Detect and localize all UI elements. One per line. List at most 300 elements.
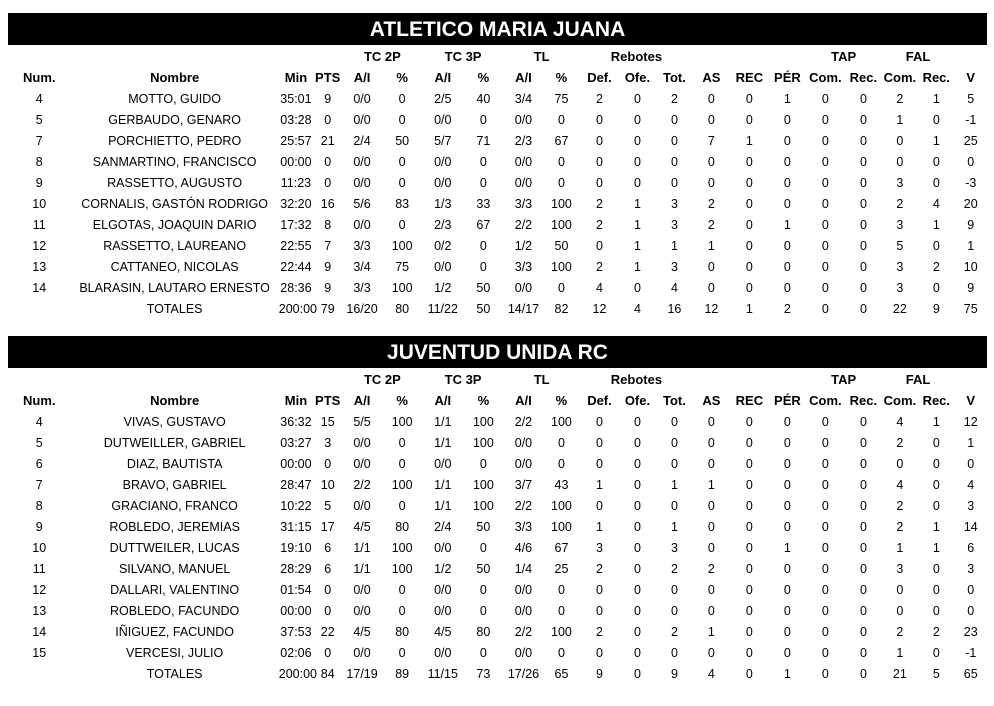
cell-tc2p-pct: 0	[398, 217, 406, 232]
cell-min: 02:06	[280, 645, 312, 660]
cell-rec: 1	[745, 133, 753, 148]
cell-tap-rec: 0	[859, 645, 867, 660]
cell-fal-rec: 0	[932, 603, 940, 618]
cell-fal-com: 2	[896, 624, 904, 639]
cell-valoracion: 12	[963, 414, 978, 429]
total-per: 1	[783, 666, 791, 681]
cell-pts: 21	[320, 133, 335, 148]
cell-rec: 0	[745, 238, 753, 253]
cell-tap-rec: 0	[859, 154, 867, 169]
cell-nombre: VERCESI, JULIO	[126, 645, 224, 660]
cell-tc3p-pct: 0	[479, 259, 487, 274]
cell-num: 5	[35, 435, 43, 450]
cell-per: 0	[783, 175, 791, 190]
group-header-rebotes: Rebotes	[610, 48, 663, 64]
cell-tl-ai: 0/0	[514, 582, 533, 597]
cell-per: 0	[783, 519, 791, 534]
cell-reb-def: 0	[595, 112, 603, 127]
cell-tap-rec: 0	[859, 435, 867, 450]
cell-reb-ofe: 0	[633, 645, 641, 660]
cell-fal-com: 0	[896, 603, 904, 618]
cell-reb-ofe: 0	[633, 624, 641, 639]
cell-fal-com: 0	[896, 133, 904, 148]
total-rec: 0	[745, 666, 753, 681]
cell-reb-tot: 0	[670, 175, 678, 190]
cell-tc3p-pct: 0	[479, 540, 487, 555]
cell-fal-rec: 0	[932, 154, 940, 169]
cell-tc2p-pct: 0	[398, 112, 406, 127]
cell-tc2p-ai: 0/0	[353, 91, 371, 106]
total-tc2p-ai: 16/20	[346, 301, 378, 316]
cell-pts: 16	[320, 196, 335, 211]
column-header-per: PÉR	[774, 70, 801, 85]
cell-tc2p-ai: 0/0	[353, 582, 371, 597]
cell-tc2p-pct: 100	[391, 477, 413, 492]
totals-row	[8, 663, 987, 684]
cell-tc3p-pct: 71	[476, 133, 491, 148]
cell-tc3p-ai: 1/1	[434, 477, 452, 492]
cell-tc3p-ai: 0/0	[434, 112, 452, 127]
cell-rec: 0	[745, 196, 753, 211]
cell-tl-ai: 3/7	[514, 477, 533, 492]
cell-tc2p-pct: 0	[398, 498, 406, 513]
column-header-num: Num.	[22, 70, 56, 85]
player-row	[8, 130, 987, 151]
total-reb-tot: 16	[667, 301, 682, 316]
group-header-row	[8, 45, 987, 67]
cell-fal-rec: 0	[932, 238, 940, 253]
cell-num: 4	[35, 414, 43, 429]
cell-tc2p-pct: 0	[398, 175, 406, 190]
cell-as: 0	[707, 259, 715, 274]
column-header-row	[8, 390, 987, 411]
group-header-tap: TAP	[831, 48, 857, 64]
cell-nombre: MOTTO, GUIDO	[128, 91, 222, 106]
group-header-spacer	[8, 368, 342, 390]
cell-per: 1	[783, 217, 791, 232]
cell-tap-rec: 0	[859, 477, 867, 492]
cell-reb-tot: 0	[670, 645, 678, 660]
cell-valoracion: 3	[967, 498, 975, 513]
cell-per: 0	[783, 498, 791, 513]
total-tc3p-ai: 11/22	[427, 301, 458, 316]
cell-rec: 0	[745, 217, 753, 232]
total-reb-tot: 9	[670, 666, 678, 681]
cell-num: 10	[32, 196, 47, 211]
cell-min: 00:00	[280, 154, 312, 169]
total-tl-pct: 65	[554, 666, 569, 681]
total-pts: 79	[320, 301, 335, 316]
cell-tc3p-ai: 0/0	[434, 603, 452, 618]
player-row	[8, 432, 987, 453]
cell-rec: 0	[745, 624, 753, 639]
column-header-nombre: Nombre	[150, 393, 200, 408]
cell-valoracion: 1	[967, 435, 975, 450]
cell-fal-rec: 2	[932, 624, 940, 639]
group-header-rebotes: Rebotes	[610, 371, 663, 387]
cell-tl-pct: 0	[557, 582, 565, 597]
column-header-min: Min	[284, 70, 308, 85]
cell-per: 0	[783, 259, 791, 274]
cell-num: 10	[32, 540, 47, 555]
column-header-pts: PTS	[315, 393, 341, 408]
cell-valoracion: 14	[963, 519, 978, 534]
cell-num: 7	[35, 477, 43, 492]
cell-as: 0	[707, 414, 715, 429]
cell-tl-ai: 3/3	[514, 196, 533, 211]
cell-nombre: DALLARI, VALENTINO	[110, 582, 240, 597]
cell-tl-pct: 100	[551, 196, 572, 211]
column-header-tl-pct: %	[555, 393, 568, 408]
cell-as: 0	[707, 280, 715, 295]
cell-reb-def: 0	[595, 645, 603, 660]
column-header-fal-com: Com.	[883, 393, 917, 408]
cell-reb-ofe: 0	[633, 456, 641, 471]
cell-reb-ofe: 1	[633, 238, 641, 253]
cell-tl-pct: 75	[554, 91, 569, 106]
cell-tc2p-pct: 0	[398, 456, 406, 471]
cell-tl-pct: 0	[557, 175, 565, 190]
stats-table	[8, 45, 987, 319]
player-row	[8, 516, 987, 537]
cell-nombre: SILVANO, MANUEL	[118, 561, 231, 576]
cell-tc3p-pct: 0	[479, 112, 487, 127]
cell-tc3p-ai: 2/5	[434, 91, 452, 106]
cell-tap-rec: 0	[859, 456, 867, 471]
cell-as: 2	[707, 561, 715, 576]
cell-tl-pct: 0	[557, 645, 565, 660]
cell-tl-ai: 2/2	[514, 498, 533, 513]
cell-fal-com: 0	[896, 154, 904, 169]
cell-as: 0	[707, 456, 715, 471]
cell-valoracion: 1	[967, 238, 975, 253]
cell-tap-rec: 0	[859, 582, 867, 597]
cell-rec: 0	[745, 519, 753, 534]
player-row	[8, 235, 987, 256]
cell-reb-def: 0	[595, 238, 603, 253]
cell-as: 0	[707, 582, 715, 597]
cell-fal-com: 1	[896, 540, 904, 555]
totals-row	[8, 298, 987, 319]
cell-valoracion: 3	[967, 561, 975, 576]
column-header-tl-ai: A/I	[515, 70, 532, 85]
cell-tc3p-ai: 2/3	[434, 217, 452, 232]
player-row	[8, 193, 987, 214]
cell-per: 0	[783, 477, 791, 492]
cell-fal-com: 5	[896, 238, 904, 253]
total-fal-rec: 9	[932, 301, 940, 316]
cell-nombre: BLARASIN, LAUTARO ERNESTO	[79, 280, 270, 295]
cell-tl-ai: 4/6	[514, 540, 533, 555]
cell-tl-pct: 0	[557, 112, 565, 127]
cell-tap-com: 0	[821, 238, 829, 253]
cell-valoracion: 0	[967, 603, 975, 618]
cell-tap-rec: 0	[859, 175, 867, 190]
cell-per: 0	[783, 238, 791, 253]
total-as: 12	[704, 301, 719, 316]
cell-fal-rec: 0	[932, 175, 940, 190]
cell-fal-com: 3	[896, 259, 904, 274]
cell-tc2p-ai: 1/1	[353, 561, 371, 576]
cell-tc3p-pct: 100	[472, 477, 494, 492]
cell-pts: 6	[324, 540, 332, 555]
total-tc2p-ai: 17/19	[346, 666, 378, 681]
cell-rec: 0	[745, 645, 753, 660]
cell-pts: 9	[324, 259, 332, 274]
group-header-tl: TL	[533, 371, 550, 387]
cell-rec: 0	[745, 259, 753, 274]
column-header-fal-rec: Rec.	[922, 393, 951, 408]
cell-valoracion: -3	[965, 175, 977, 190]
cell-pts: 22	[320, 624, 335, 639]
cell-tl-ai: 0/0	[514, 175, 533, 190]
totals-label: TOTALES	[146, 301, 203, 316]
cell-nombre: DUTTWEILER, LUCAS	[109, 540, 240, 555]
box-score-page	[0, 13, 994, 684]
cell-tap-com: 0	[821, 280, 829, 295]
column-header-reb-tot: Tot.	[663, 70, 686, 85]
cell-reb-def: 2	[595, 624, 603, 639]
cell-tl-pct: 0	[557, 603, 565, 618]
cell-tl-pct: 50	[554, 238, 569, 253]
cell-per: 0	[783, 280, 791, 295]
cell-tc3p-ai: 0/0	[434, 456, 452, 471]
cell-tap-rec: 0	[859, 196, 867, 211]
cell-reb-tot: 1	[670, 519, 678, 534]
cell-tc3p-ai: 0/0	[434, 154, 452, 169]
total-reb-ofe: 4	[633, 301, 641, 316]
cell-reb-ofe: 0	[633, 582, 641, 597]
player-row	[8, 600, 987, 621]
cell-tc2p-pct: 100	[391, 540, 413, 555]
cell-tl-ai: 0/0	[514, 645, 533, 660]
total-pts: 84	[320, 666, 335, 681]
column-header-tc2p-ai: A/I	[353, 393, 371, 408]
player-row	[8, 537, 987, 558]
cell-reb-def: 0	[595, 456, 603, 471]
cell-reb-def: 1	[595, 519, 603, 534]
group-header-tc3p: TC 3P	[444, 371, 482, 387]
cell-valoracion: 6	[967, 540, 975, 555]
cell-tc3p-ai: 1/2	[434, 561, 452, 576]
cell-tap-com: 0	[821, 582, 829, 597]
cell-rec: 0	[745, 498, 753, 513]
cell-tc3p-ai: 0/0	[434, 259, 452, 274]
cell-pts: 0	[324, 154, 332, 169]
cell-tl-pct: 100	[551, 259, 572, 274]
cell-reb-ofe: 0	[633, 519, 641, 534]
column-header-tap-com: Com.	[809, 70, 842, 85]
cell-reb-def: 2	[595, 217, 603, 232]
cell-tc3p-pct: 50	[476, 519, 491, 534]
cell-tc2p-ai: 0/0	[353, 456, 371, 471]
cell-per: 0	[783, 603, 791, 618]
cell-as: 0	[707, 498, 715, 513]
cell-tc2p-ai: 0/0	[353, 217, 371, 232]
cell-as: 2	[707, 196, 715, 211]
cell-min: 10:22	[280, 498, 312, 513]
cell-num: 8	[35, 498, 43, 513]
cell-as: 0	[707, 175, 715, 190]
cell-tc2p-ai: 3/4	[353, 259, 371, 274]
cell-valoracion: 23	[963, 624, 978, 639]
cell-reb-tot: 0	[670, 414, 678, 429]
cell-pts: 10	[320, 477, 335, 492]
cell-tap-com: 0	[821, 624, 829, 639]
cell-tc2p-ai: 3/3	[353, 280, 371, 295]
cell-tap-rec: 0	[859, 133, 867, 148]
cell-fal-com: 3	[896, 217, 904, 232]
cell-tap-rec: 0	[859, 624, 867, 639]
cell-per: 1	[783, 91, 791, 106]
cell-tl-pct: 43	[554, 477, 569, 492]
cell-tc2p-pct: 100	[391, 280, 413, 295]
cell-per: 0	[783, 456, 791, 471]
cell-nombre: IÑIGUEZ, FACUNDO	[115, 624, 234, 639]
cell-tap-rec: 0	[859, 91, 867, 106]
cell-pts: 8	[324, 217, 332, 232]
column-header-pts: PTS	[315, 70, 341, 85]
cell-min: 22:44	[280, 259, 312, 274]
column-header-valoracion: V	[966, 393, 976, 408]
cell-tl-pct: 25	[554, 561, 569, 576]
total-tap-com: 0	[821, 301, 829, 316]
column-header-nombre: Nombre	[150, 70, 200, 85]
cell-tc3p-pct: 100	[472, 498, 494, 513]
cell-tc3p-ai: 5/7	[434, 133, 452, 148]
cell-nombre: DUTWEILLER, GABRIEL	[103, 435, 246, 450]
cell-tl-pct: 100	[551, 498, 572, 513]
cell-tl-pct: 100	[551, 519, 572, 534]
cell-tc2p-pct: 0	[398, 435, 406, 450]
cell-tl-ai: 3/4	[514, 91, 533, 106]
total-reb-def: 9	[595, 666, 603, 681]
cell-fal-com: 2	[896, 498, 904, 513]
cell-pts: 17	[320, 519, 335, 534]
cell-valoracion: -1	[965, 112, 977, 127]
total-tl-pct: 82	[554, 301, 569, 316]
total-tc3p-pct: 73	[476, 666, 491, 681]
cell-reb-ofe: 0	[633, 133, 641, 148]
column-header-min: Min	[284, 393, 308, 408]
cell-tl-ai: 0/0	[514, 456, 533, 471]
cell-tc3p-pct: 0	[479, 603, 487, 618]
cell-fal-com: 0	[896, 456, 904, 471]
cell-tap-com: 0	[821, 603, 829, 618]
column-header-reb-ofe: Ofe.	[624, 393, 651, 408]
group-header-tap: TAP	[831, 371, 857, 387]
cell-num: 6	[35, 456, 43, 471]
cell-as: 1	[707, 624, 715, 639]
column-header-tc2p-pct: %	[396, 70, 408, 85]
player-row	[8, 642, 987, 663]
cell-tc3p-ai: 0/0	[434, 582, 452, 597]
cell-rec: 0	[745, 456, 753, 471]
cell-min: 22:55	[280, 238, 312, 253]
cell-min: 11:23	[280, 175, 312, 190]
cell-num: 11	[32, 561, 46, 576]
cell-tc2p-pct: 75	[395, 259, 410, 274]
cell-nombre: BRAVO, GABRIEL	[122, 477, 227, 492]
cell-fal-rec: 1	[932, 91, 940, 106]
cell-reb-tot: 1	[670, 477, 678, 492]
cell-rec: 0	[745, 435, 753, 450]
cell-tap-com: 0	[821, 91, 829, 106]
cell-valoracion: 5	[967, 91, 975, 106]
cell-rec: 0	[745, 603, 753, 618]
total-tc2p-pct: 89	[395, 666, 410, 681]
cell-reb-tot: 0	[670, 133, 678, 148]
cell-tl-pct: 100	[551, 414, 572, 429]
column-header-per: PÉR	[774, 393, 801, 408]
column-header-fal-com: Com.	[883, 70, 917, 85]
cell-num: 14	[32, 624, 47, 639]
cell-per: 0	[783, 561, 791, 576]
group-header-tc2p: TC 2P	[363, 371, 401, 387]
cell-reb-tot: 3	[670, 217, 678, 232]
cell-valoracion: 25	[963, 133, 978, 148]
column-header-rec: REC	[735, 70, 764, 85]
cell-per: 0	[783, 435, 791, 450]
cell-tap-com: 0	[821, 414, 829, 429]
cell-min: 17:32	[280, 217, 312, 232]
cell-tl-ai: 2/2	[514, 217, 533, 232]
cell-tl-ai: 2/3	[514, 133, 533, 148]
cell-reb-ofe: 0	[633, 154, 641, 169]
team-name-banner: JUVENTUD UNIDA RC	[8, 336, 987, 368]
cell-as: 0	[707, 540, 715, 555]
cell-tc3p-pct: 0	[479, 175, 487, 190]
cell-reb-ofe: 1	[633, 259, 641, 274]
cell-tc3p-pct: 0	[479, 238, 487, 253]
cell-tc2p-ai: 3/3	[353, 238, 371, 253]
cell-tl-pct: 0	[557, 456, 565, 471]
cell-pts: 0	[324, 582, 332, 597]
cell-tc2p-ai: 0/0	[353, 175, 371, 190]
cell-tl-ai: 0/0	[514, 435, 533, 450]
cell-tap-rec: 0	[859, 259, 867, 274]
cell-tc2p-ai: 4/5	[353, 624, 371, 639]
cell-tc3p-ai: 1/1	[434, 498, 452, 513]
column-header-tc2p-ai: A/I	[353, 70, 371, 85]
cell-tc2p-ai: 2/4	[353, 133, 371, 148]
cell-tc3p-ai: 0/0	[434, 175, 452, 190]
cell-tap-com: 0	[821, 196, 829, 211]
column-header-num: Num.	[22, 393, 56, 408]
cell-reb-ofe: 0	[633, 414, 641, 429]
cell-reb-def: 3	[595, 540, 603, 555]
cell-reb-tot: 0	[670, 112, 678, 127]
cell-reb-ofe: 0	[633, 561, 641, 576]
stats-table	[8, 368, 987, 684]
total-tc3p-pct: 50	[476, 301, 491, 316]
cell-tap-com: 0	[821, 175, 829, 190]
cell-as: 1	[707, 238, 715, 253]
cell-tap-com: 0	[821, 154, 829, 169]
cell-reb-def: 0	[595, 435, 603, 450]
total-fal-rec: 5	[932, 666, 940, 681]
cell-reb-def: 0	[595, 414, 603, 429]
column-header-tl-ai: A/I	[515, 393, 532, 408]
total-min: 200:00	[278, 666, 317, 681]
cell-fal-com: 4	[896, 414, 904, 429]
cell-fal-com: 2	[896, 519, 904, 534]
cell-as: 0	[707, 435, 715, 450]
cell-reb-tot: 0	[670, 435, 678, 450]
cell-tl-pct: 67	[554, 133, 569, 148]
cell-num: 8	[35, 154, 43, 169]
column-header-tc3p-ai: A/I	[434, 70, 452, 85]
